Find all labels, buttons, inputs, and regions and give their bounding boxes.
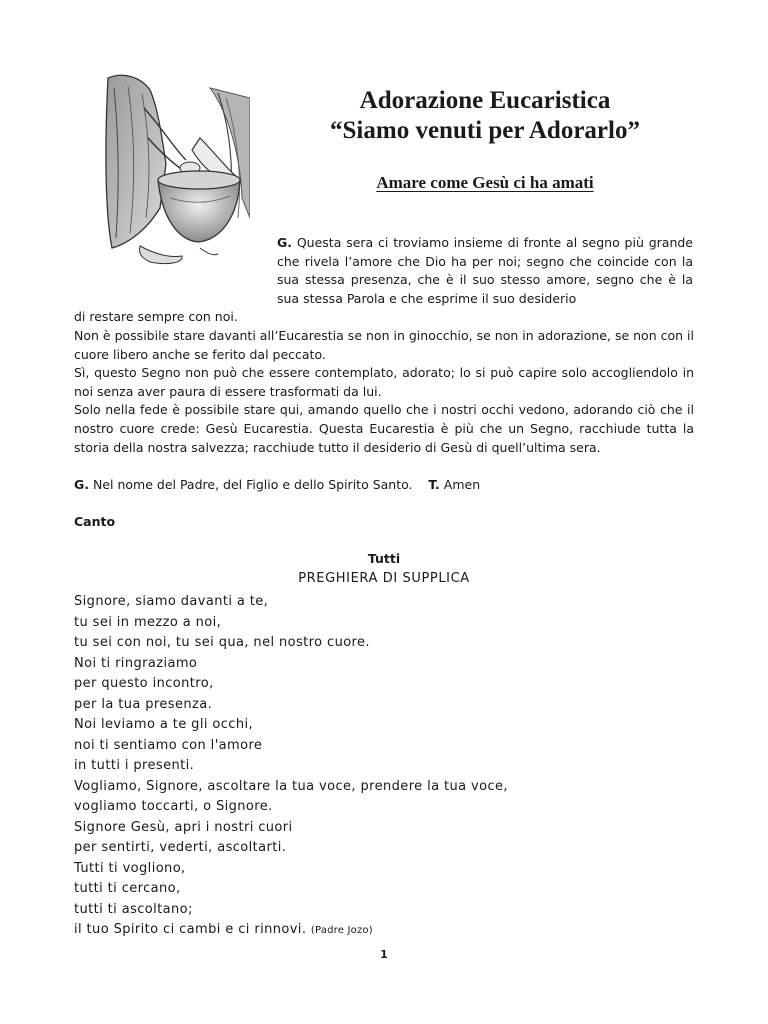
prayer-line-text: il tuo Spirito ci cambi e ci rinnovi. bbox=[74, 922, 307, 937]
prayer-line: per questo incontro, bbox=[74, 676, 214, 691]
response-text: Amen bbox=[439, 477, 481, 492]
section-subtitle: Amare come Gesù ci ha amati bbox=[376, 173, 594, 192]
prayer-line-last bbox=[74, 920, 694, 942]
prayer-line: Vogliamo, Signore, ascoltare la tua voce, prendere la tua voce, bbox=[74, 778, 508, 794]
speaker-label: G. bbox=[74, 477, 90, 492]
greeting-line bbox=[74, 476, 694, 495]
prayer-line: tutti ti cercano, bbox=[74, 881, 181, 896]
foot-washing-illustration bbox=[100, 68, 250, 273]
canto-heading: Canto bbox=[74, 514, 116, 529]
prayer-line: per la tua presenza. bbox=[74, 696, 213, 712]
response-label: T. bbox=[428, 477, 440, 492]
body-paragraph: Sì, questo Segno non può che essere contemplato, adorato; lo si può capire solo accogliendolo in noi senza aver paura di essere trasformati da lui. bbox=[74, 365, 694, 399]
prayer-line: per sentirti, vederti, ascoltarti. bbox=[74, 840, 287, 855]
prayer-line: Signore, siamo davanti a te, bbox=[74, 594, 269, 609]
prayer-text bbox=[74, 592, 694, 942]
body-paragraphs bbox=[74, 327, 694, 457]
body-paragraph: Non è possibile stare davanti all’Eucarestia se non in ginocchio, se non in adorazione, se non con il cuore libero anche se ferito dal peccato. bbox=[74, 328, 694, 362]
body-paragraph: Solo nella fede è possibile stare qui, amando quello che i nostri occhi vedono, adorando ciò che il nostro cuore crede: Gesù Eucarestia. Questa Eucarestia è più che un Segno, racchiude tutta la storia della nostra salvezza; racchiude tutto il desiderio di Gesù di quell’ultima sera. bbox=[74, 402, 694, 455]
prayer-line: tu sei in mezzo a noi, bbox=[74, 614, 222, 630]
prayer-author: (Padre Jozo) bbox=[310, 925, 373, 936]
prayer-line: tu sei con noi, tu sei qua, nel nostro cuore. bbox=[74, 635, 370, 650]
title-block bbox=[260, 86, 710, 193]
prayer-line: Signore Gesù, apri i nostri cuori bbox=[74, 819, 293, 835]
prayer-line: noi ti sentiamo con l'amore bbox=[74, 737, 263, 753]
prayer-line: Tutti ti vogliono, bbox=[74, 860, 186, 876]
speaker-label: G. bbox=[277, 235, 293, 250]
page-number: 1 bbox=[380, 948, 388, 961]
tutti-heading: Tutti bbox=[367, 551, 401, 566]
prayer-line: tutti ti ascoltano; bbox=[74, 901, 193, 917]
prayer-line: vogliamo toccarti, o Signore. bbox=[74, 799, 273, 814]
intro-continuation: di restare sempre con noi. bbox=[74, 309, 238, 324]
prayer-line: Noi ti ringraziamo bbox=[74, 655, 198, 671]
prayer-line: Noi leviamo a te gli occhi, bbox=[74, 717, 254, 732]
intro-paragraph bbox=[277, 234, 693, 308]
prayer-line: in tutti i presenti. bbox=[74, 758, 195, 773]
prayer-title: PREGHIERA DI SUPPLICA bbox=[298, 571, 470, 586]
intro-text: Questa sera ci troviamo insieme di fronte al segno più grande che rivela l’amore che Dio ha per noi; segno che coincide con la sua stessa presenza, che è il suo stesso amore, segno che è la sua stessa Parola e che esprime il suo desiderio bbox=[277, 235, 693, 306]
greeting-text: Nel nome del Padre, del Figlio e dello Spirito Santo. bbox=[89, 477, 413, 492]
page-title-quote: “Siamo venuti per Adorarlo” bbox=[330, 117, 640, 144]
page-title: Adorazione Eucaristica bbox=[359, 87, 611, 114]
